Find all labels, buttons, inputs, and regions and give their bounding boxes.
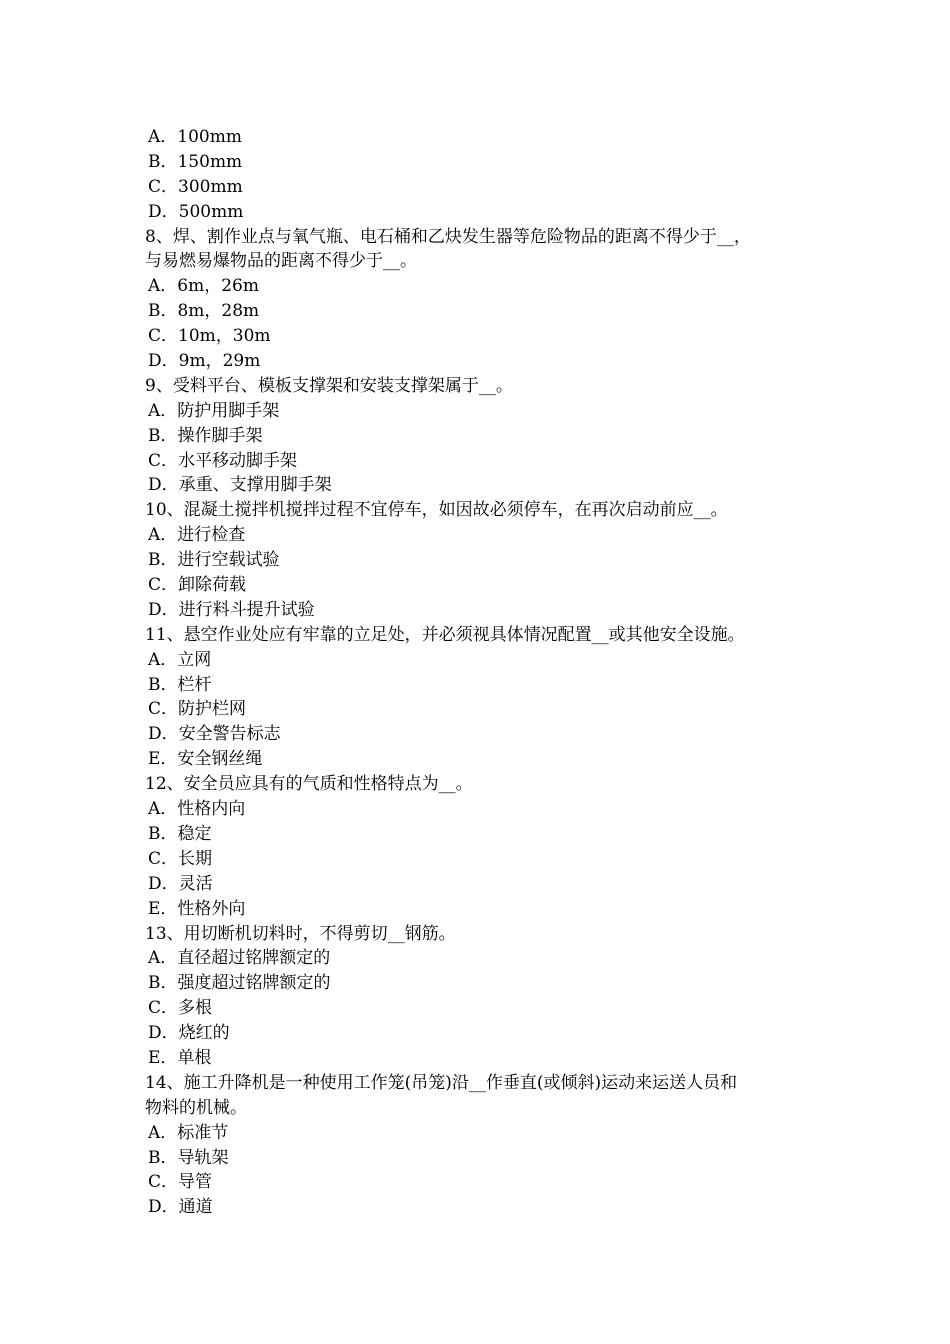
question-text: 8、焊、割作业点与氧气瓶、电石桶和乙炔发生器等危险物品的距离不得少于__， — [145, 226, 751, 247]
answer-option: E．性格外向 — [148, 898, 246, 919]
answer-option: D．灵活 — [148, 873, 213, 894]
answer-option: B．导轨架 — [148, 1147, 229, 1168]
question-text: 与易燃易爆物品的距离不得少于__。 — [145, 251, 417, 272]
answer-option: C．长期 — [148, 848, 213, 869]
question-text: 14、施工升降机是一种使用工作笼(吊笼)沿__作垂直(或倾斜)运动来运送人员和 — [145, 1072, 738, 1093]
answer-option: A．直径超过铭牌额定的 — [148, 948, 331, 969]
answer-option: B．强度超过铭牌额定的 — [148, 973, 331, 994]
answer-option: D．进行料斗提升试验 — [148, 599, 315, 620]
answer-option: E．安全钢丝绳 — [148, 749, 263, 770]
question-text: 11、悬空作业处应有牢靠的立足处，并必须视具体情况配置__或其他安全设施。 — [145, 624, 745, 645]
answer-option: D．500mm — [148, 201, 244, 222]
answer-option: C．300mm — [148, 176, 243, 197]
answer-option: A．进行检查 — [148, 525, 246, 546]
answer-option: D．承重、支撑用脚手架 — [148, 475, 332, 496]
answer-option: A．防护用脚手架 — [148, 400, 280, 421]
answer-option: A．6m，26m — [148, 276, 259, 297]
answer-option: D．烧红的 — [148, 1023, 230, 1044]
answer-option: C．防护栏网 — [148, 699, 247, 720]
answer-option: D．9m，29m — [148, 351, 261, 372]
question-text: 10、混凝土搅拌机搅拌过程不宜停车，如因故必须停车，在再次启动前应__。 — [145, 500, 728, 521]
answer-option: B．150mm — [148, 151, 243, 172]
answer-option: A．性格内向 — [148, 799, 246, 820]
answer-option: A．立网 — [148, 649, 212, 670]
answer-option: B．稳定 — [148, 823, 212, 844]
answer-option: D．通道 — [148, 1197, 213, 1218]
question-text: 9、受料平台、模板支撑架和安装支撑架属于__。 — [145, 375, 513, 396]
answer-option: B．栏杆 — [148, 674, 212, 695]
answer-option: A．标准节 — [148, 1122, 229, 1143]
answer-option: C．10m，30m — [148, 326, 271, 347]
answer-option: A．100mm — [148, 127, 242, 147]
answer-option: B．进行空载试验 — [148, 550, 280, 571]
answer-option: B．操作脚手架 — [148, 425, 263, 446]
answer-option: C．卸除荷载 — [148, 575, 247, 596]
answer-option: E．单根 — [148, 1047, 212, 1068]
question-text: 12、安全员应具有的气质和性格特点为__。 — [145, 774, 473, 795]
answer-option: D．安全警告标志 — [148, 724, 281, 745]
answer-option: B．8m，28m — [148, 301, 260, 322]
answer-option: C．多根 — [148, 998, 213, 1019]
question-text: 物料的机械。 — [145, 1097, 247, 1118]
answer-option: C．水平移动脚手架 — [148, 450, 298, 471]
answer-option: C．导管 — [148, 1172, 213, 1193]
question-text: 13、用切断机切料时，不得剪切__钢筋。 — [145, 923, 456, 944]
document-body — [145, 125, 825, 1220]
